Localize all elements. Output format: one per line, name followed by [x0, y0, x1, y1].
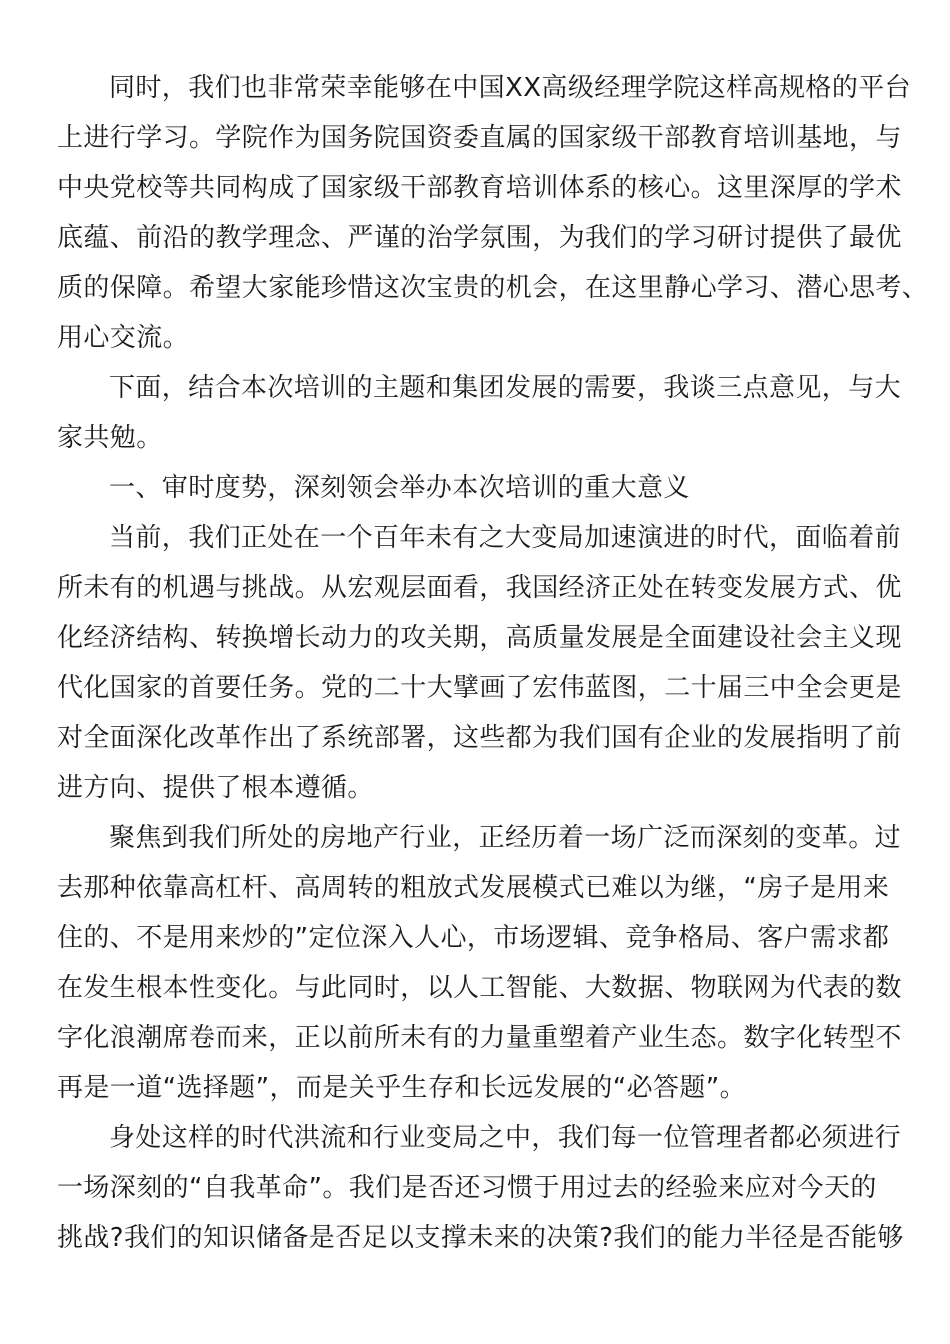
paragraph-line: 去那种依靠高杠杆、高周转的粗放式发展模式已难以为继，“房子是用来	[57, 873, 890, 903]
paragraph-line: 再是一道“选择题”，而是关乎生存和长远发展的“必答题”。	[57, 1073, 747, 1103]
paragraph-line: 当前，我们正处在一个百年未有之大变局加速演进的时代，面临着前	[109, 523, 902, 553]
paragraph-line: 底蕴、前沿的教学理念、严谨的治学氛围，为我们的学习研讨提供了最优	[57, 223, 902, 253]
section-heading: 一、审时度势，深刻领会举办本次培训的重大意义	[109, 473, 690, 503]
paragraph-line: 质的保障。希望大家能珍惜这次宝贵的机会，在这里静心学习、潜心思考、	[57, 273, 929, 303]
paragraph-line: 字化浪潮席卷而来，正以前所未有的力量重塑着产业生态。数字化转型不	[57, 1023, 902, 1053]
paragraph-line: 下面，结合本次培训的主题和集团发展的需要，我谈三点意见，与大	[109, 373, 902, 403]
paragraph-line: 挑战?我们的知识储备是否足以支撑未来的决策?我们的能力半径是否能够	[57, 1223, 904, 1253]
paragraph-line: 同时，我们也非常荣幸能够在中国XX高级经理学院这样高规格的平台	[109, 73, 912, 103]
paragraph-line: 上进行学习。学院作为国务院国资委直属的国家级干部教育培训基地，与	[57, 123, 902, 153]
paragraph-line: 代化国家的首要任务。党的二十大擘画了宏伟蓝图，二十届三中全会更是	[57, 673, 902, 703]
paragraph-line: 所未有的机遇与挑战。从宏观层面看，我国经济正处在转变发展方式、优	[57, 573, 902, 603]
paragraph-line: 家共勉。	[57, 423, 163, 453]
paragraph-line: 住的、不是用来炒的”定位深入人心，市场逻辑、竞争格局、客户需求都	[57, 923, 890, 953]
document-body	[57, 63, 929, 1263]
paragraph-line: 进方向、提供了根本遵循。	[57, 773, 374, 803]
paragraph-line: 化经济结构、转换增长动力的攻关期，高质量发展是全面建设社会主义现	[57, 623, 902, 653]
paragraph-line: 一场深刻的“自我革命”。我们是否还习惯于用过去的经验来应对今天的	[57, 1173, 877, 1203]
paragraph-line: 对全面深化改革作出了系统部署，这些都为我们国有企业的发展指明了前	[57, 723, 902, 753]
paragraph-line: 聚焦到我们所处的房地产行业，正经历着一场广泛而深刻的变革。过	[109, 823, 902, 853]
paragraph-line: 中央党校等共同构成了国家级干部教育培训体系的核心。这里深厚的学术	[57, 173, 902, 203]
paragraph-line: 用心交流。	[57, 323, 190, 353]
paragraph-line: 身处这样的时代洪流和行业变局之中，我们每一位管理者都必须进行	[109, 1123, 902, 1153]
paragraph-line: 在发生根本性变化。与此同时，以人工智能、大数据、物联网为代表的数	[57, 973, 902, 1003]
